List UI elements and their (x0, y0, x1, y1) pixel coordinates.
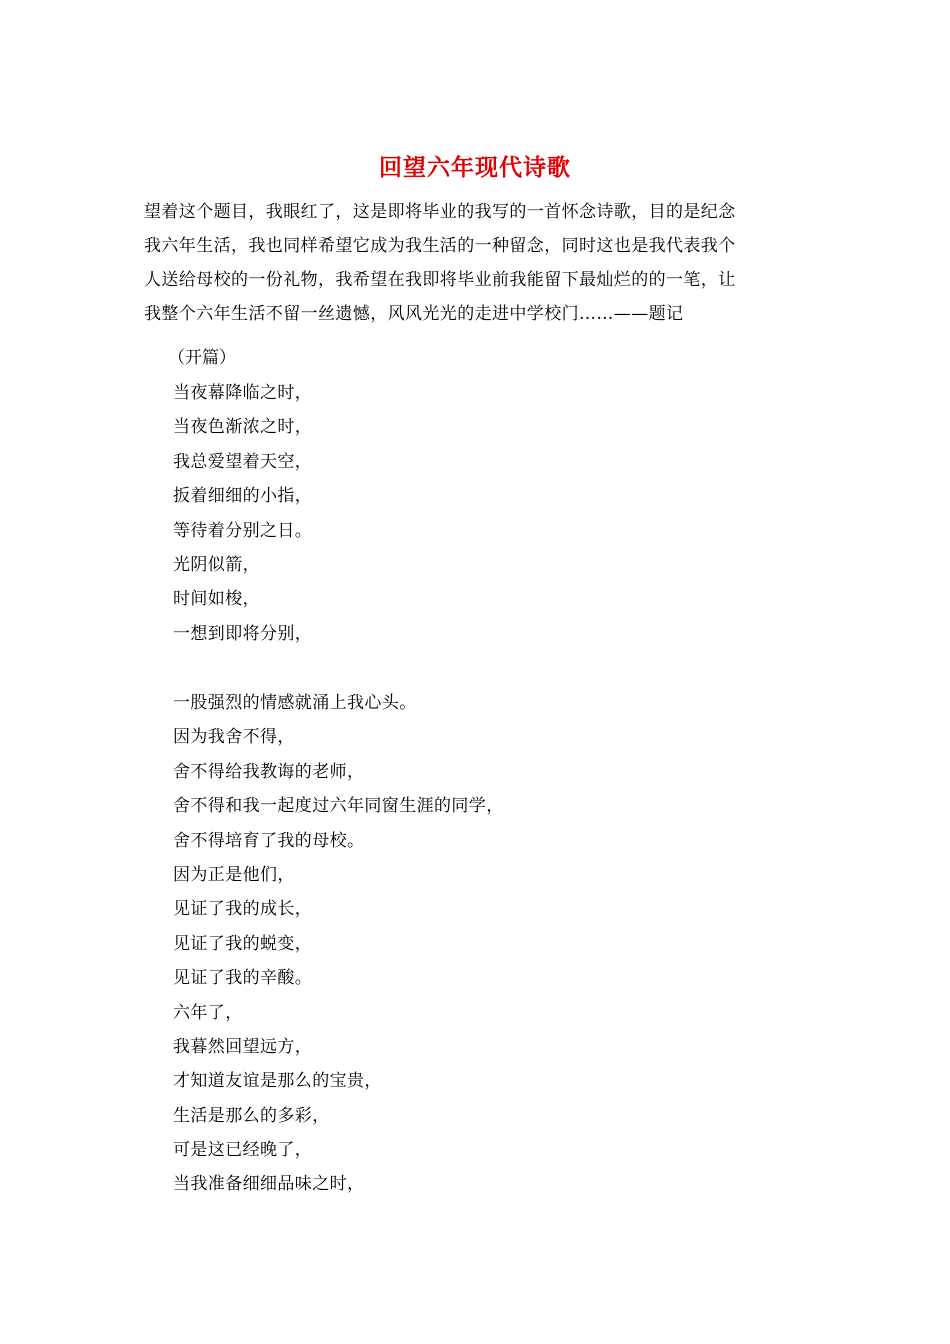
poem-stanza-1 (173, 376, 312, 651)
intro-paragraph (144, 195, 814, 331)
poem-line: 舍不得和我一起度过六年同窗生涯的同学， (173, 796, 504, 817)
poem-line: 当夜色渐浓之时， (173, 417, 313, 438)
poem-line: 舍不得培育了我的母校。 (173, 830, 365, 851)
poem-line: 生活是那么的多彩， (173, 1105, 330, 1126)
poem-line: 等待着分别之日。 (173, 520, 313, 541)
poem-line: 见证了我的蜕变， (173, 933, 313, 954)
intro-line: 人送给母校的一份礼物，我希望在我即将毕业前我能留下最灿烂的的一笔，让 (144, 270, 736, 290)
page-title: 回望六年现代诗歌 (379, 154, 571, 181)
poem-line: 因为正是他们， (173, 864, 295, 885)
poem-line: 当夜幕降临之时， (173, 383, 313, 403)
poem-line: 六年了， (173, 1002, 243, 1023)
poem-line: 一想到即将分别， (173, 623, 313, 644)
poem-line: 扳着细细的小指， (173, 486, 313, 507)
poem-line: 因为我舍不得， (173, 727, 295, 748)
poem-line: 见证了我的成长， (173, 899, 313, 920)
poem-stanza-2 (173, 686, 504, 1202)
poem-line: 见证了我的辛酸。 (173, 968, 313, 989)
intro-line: 我六年生活，我也同样希望它成为我生活的一种留念，同时这也是我代表我个 (144, 236, 736, 256)
poem-line: 当我准备细细品味之时， (173, 1174, 365, 1195)
poem-line: 光阴似箭， (173, 554, 260, 575)
poem-line: 我暮然回望远方， (173, 1036, 313, 1057)
poem-line: 时间如梭， (173, 589, 260, 610)
poem-line: 一股强烈的情感就涌上我心头。 (173, 693, 417, 713)
poem-line: 舍不得给我教诲的老师， (173, 761, 365, 782)
section-label: （开篇） (168, 348, 236, 368)
poem-line: 我总爱望着天空， (173, 451, 313, 472)
poem-line: 才知道友谊是那么的宝贵， (173, 1071, 382, 1092)
poem-line: 可是这已经晚了， (173, 1140, 313, 1161)
intro-line: 望着这个题目，我眼红了，这是即将毕业的我写的一首怀念诗歌，目的是纪念 (144, 202, 736, 222)
intro-line: 我整个六年生活不留一丝遗憾，风风光光的走进中学校门……——题记 (144, 304, 684, 324)
